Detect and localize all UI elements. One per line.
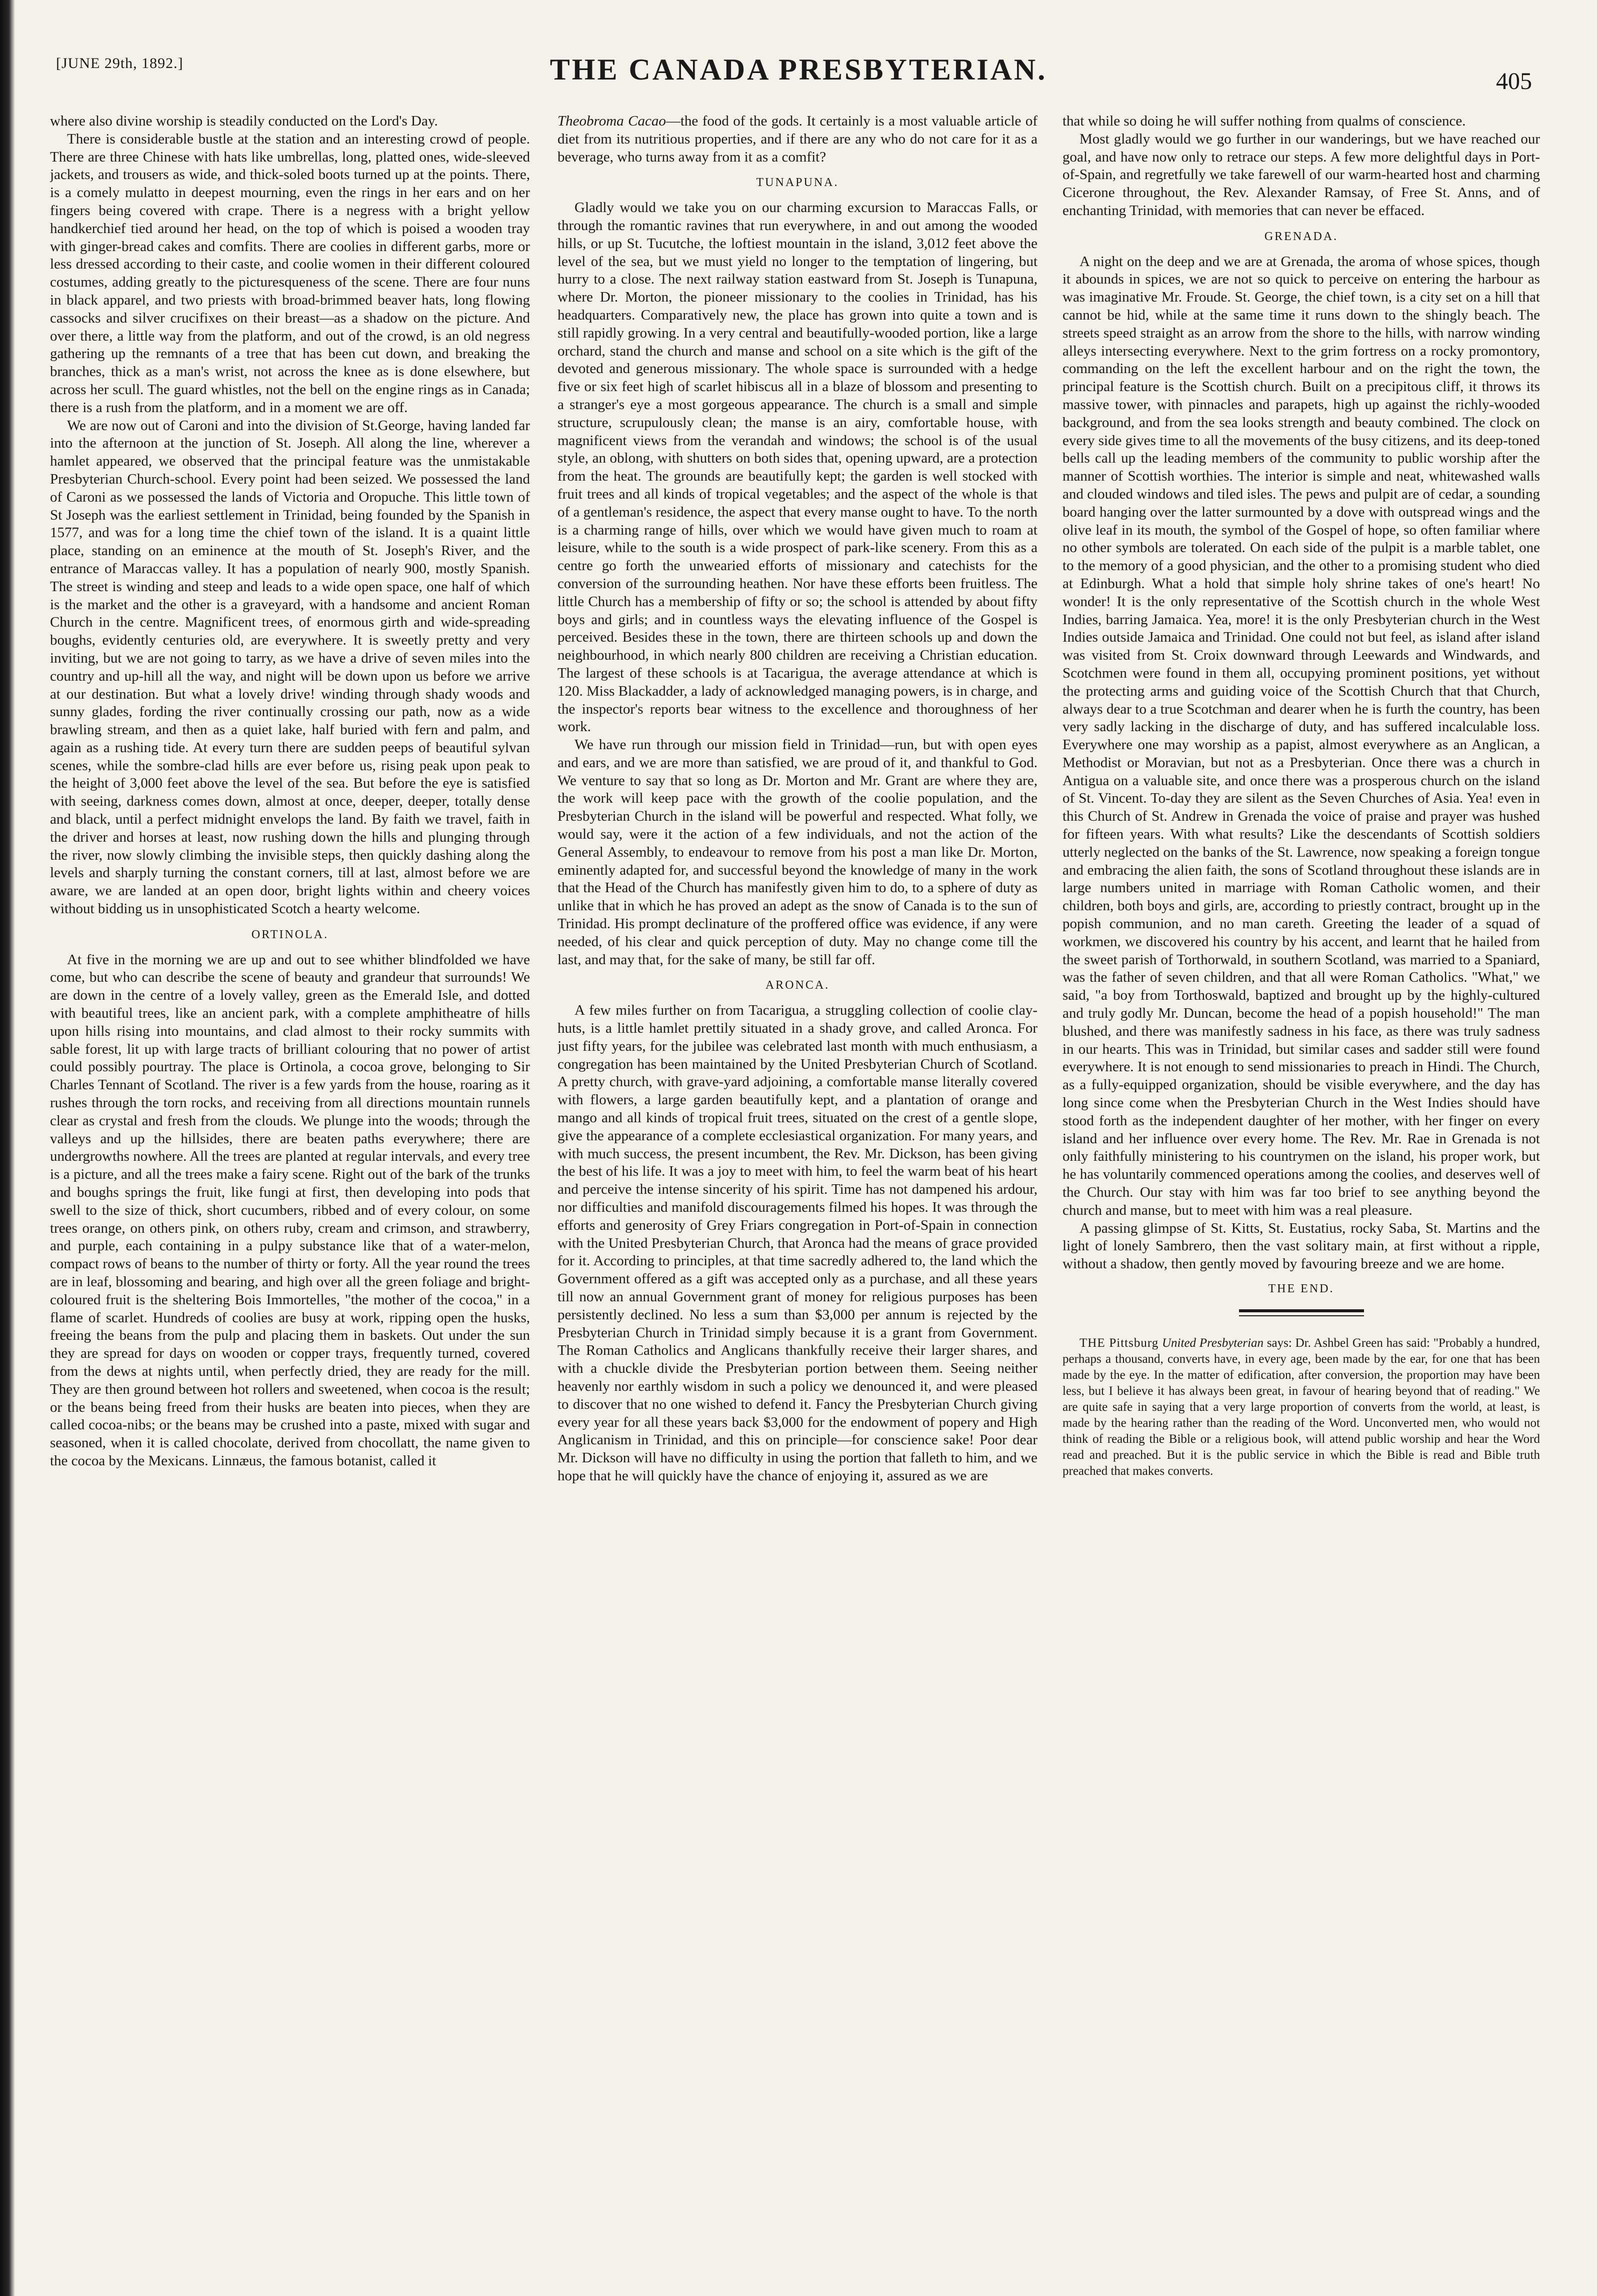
paragraph-text: says: Dr. Ashbel Green has said: "Probably a hundred, perhaps a thousand, converts have, in every age, been made by the ear, for one that has been made by the eye. In the matter of edification, after conversion, the proportion may have been less, but I believe it has always been great, in favour of hearing beyond that of reading." We are quite safe in saying that a very large proportion of converts from the world, at least, is made by the hearing rather than the reading of the Word. Unconverted men, who would not think of reading the Bible or a religious book, will attend public worship and hear the Word read and preached. But it is the public service in which the Bible is read and Bible truth preached that makes converts. (1062, 1336, 1540, 1478)
paragraph: Most gladly would we go further in our wanderings, but we have reached our goal, and have now only to retrace our steps. A few more delightful days in Port-of-Spain, and regretfully we take farewell of our warm-hearted host and charming Cicerone throughout, the Rev. Alexander Ramsay, of Free St. Anns, and of enchanting Trinidad, with memories that can never be effaced. (1062, 131, 1540, 219)
paragraph: A few miles further on from Tacarigua, a struggling collection of coolie clay-huts, is a little hamlet prettily situated in a shady grove, and called Aronca. For just fifty years, for the jubilee was celebrated last month with much enthusiasm, a congregation has been maintained by the United Presbyterian Church of Scotland. A pretty church, with grave-yard adjoining, a comfortable manse literally covered with flowers, a large garden beautifully kept, and a plantation of orange and mango and all kinds of tropical fruit trees, situated on the crest of a gentle slope, give the appearance of a complete ecclesiastical organization. For many years, and with much success, the present incumbent, the Rev. Mr. Dickson, has been giving the best of his life. It was a joy to meet with him, to feel the warm beat of his heart and perceive the intense sincerity of his spirit. Time has not dampened his ardour, nor difficulties and manifold discouragements filmed his hopes. It was through the efforts and generosity of Grey Friars congregation in Port-of-Spain in connection with the United Presbyterian Church, that Aronca had the means of grace provided for it. According to principles, at that time sacredly adhered to, the land which the Government offered as a gift was accepted only as a purchase, and all these years till now an annual Government grant of money for religious purposes has been persistently declined. No less a sum than $3,000 per annum is rejected by the Presbyterian Church in Trinidad simply because it is a grant from Government. The Roman Catholics and Anglicans thankfully receive their larger shares, and with a chuckle divide the Presbyterian portion between them. Seeing neither heavenly nor earthly wisdom in such a policy we denounced it, and were pleased to discover that no one wished to defend it. Fancy the Presbyterian Church giving every year for all these years back $3,000 for the endowment of popery and High Anglicanism in Trinidad, and this on principle—for conscience sake! Poor dear Mr. Dickson will have no difficulty in using the portion that falleth to him, and we hope that he will quickly have the chance of enjoying it, assured as we are (558, 1002, 1038, 1484)
paragraph: We have run through our mission field in Trinidad—run, but with open eyes and ears, and we are more than satisfied, we are proud of it, and thankful to God. We venture to say that so long as Dr. Morton and Mr. Grant are where they are, the work will keep pace with the growth of the coolie population, and the Presbyterian Church in the island will be powerful and respected. What folly, we would say, were it the action of a few individuals, and not the action of the General Assembly, to endeavour to remove from his post a man like Dr. Morton, eminently adapted for, and successful beyond the knowledge of many in the work that the Head of the Church has manifestly given him to do, to a sphere of duty as unlike that in which he has proved an adept as the snow of Canada is to the sun of Trinidad. His prompt declinature of the proffered office was evidence, if any were needed, of his clear and quick perception of duty. May no change come till the last, and may that, for the sake of many, be still far off. (558, 737, 1038, 968)
divider-thin (1239, 1315, 1364, 1316)
paragraph: There is considerable bustle at the station and an interesting crowd of people. There are three Chinese with hats like umbrellas, long, platted ones, wide-sleeved jackets, and trousers as wide, and thick-soled boots turned up at the points. There, is a comely mulatto in deepest mourning, even the rings in her ears and on her fingers being covered with crape. There is a negress with a bright yellow handkerchief tied around her head, on the top of which is poised a wooden tray with ginger-bread cakes and comfits. There are coolies in different garbs, more or less dressed according to their caste, and coolie women in their different coloured costumes, adding greatly to the picturesqueness of the scene. There are four nuns in black apparel, and two priests with broad-brimmed beaver hats, long flowing cassocks and silver crucifixes on their breast—as a shadow on the picture. And over there, a little way from the platform, and out of the crowd, is an old negress gathering up the remnants of a tree that has been cut down, and breaking the branches, thick as a man's wrist, not across the knee as is done elsewhere, but across her scull. The guard whistles, not the bell on the engine rings as in Canada; there is a rush from the platform, and in a moment we are off. (50, 131, 530, 416)
column-2 (558, 113, 1038, 2233)
section-heading-ortinola: ORTINOLA. (251, 928, 329, 941)
paragraph (558, 113, 1038, 166)
section-heading-tunapuna: TUNAPUNA. (756, 176, 839, 190)
paragraph: where also divine worship is steadily conducted on the Lord's Day. (50, 113, 438, 129)
italic-term: Theobroma Cacao (558, 113, 666, 129)
binding-edge (0, 0, 15, 2296)
divider-thick (1239, 1309, 1364, 1312)
issue-date: [JUNE 29th, 1892.] (56, 55, 184, 72)
section-heading-grenada: GRENADA. (1264, 230, 1338, 243)
note-lead: THE Pittsburg (1080, 1336, 1159, 1350)
the-end-label: THE END. (1268, 1282, 1334, 1295)
masthead-title: THE CANADA PRESBYTERIAN. (550, 53, 1048, 86)
paragraph: A passing glimpse of St. Kitts, St. Eustatius, rocky Saba, St. Martins and the light of lonely Sambrero, then the vast solitary main, at first without a ripple, without a shadow, then gently moved by favouring breeze and we are home. (1062, 1220, 1540, 1272)
paragraph-text: —the food of the gods. It certainly is a most valuable article of diet from its nutritious properties, and if there are any who do not care for it as a beverage, who turns away from it as a comfit? (558, 113, 1038, 165)
paragraph: We are now out of Caroni and into the division of St.George, having landed far into the afternoon at the junction of St. Joseph. All along the line, wherever a hamlet appeared, we observed that the principal feature was the unmistakable Presbyterian Church-school. Every point had been seized. We possessed the land of Caroni as we possessed the lands of Victoria and Oropuche. This little town of St Joseph was the earliest settlement in Trinidad, being founded by the Spanish in 1577, and was for a long time the chief town of the island. It is a quaint little place, standing on an eminence at the mouth of St. Joseph's River, and the entrance of Maraccas valley. It has a population of nearly 900, mostly Spanish. The street is winding and steep and leads to a wide open space, one half of which is the market and the other is a graveyard, with a handsome and ancient Roman Church in the centre. Magnificent trees, of enormous girth and wide-spreading boughs, evidently centuries old, are everywhere. It is sweetly pretty and very inviting, but we are not going to tarry, as we have a drive of seven miles into the country and up-hill all the way, and night will be down upon us before we arrive at our destination. But what a lovely drive! winding through shady woods and sunny glades, fording the river continually crossing our path, now as a wide brawling stream, and then as a quiet lake, half buried with fern and palm, and again as a rushing tide. At every turn there are sudden peeps of beautiful sylvan scenes, while the sombre-clad hills are ever before us, rising peak upon peak to the height of 3,000 feet above the level of the sea. But before the eye is satisfied with seeing, darkness comes down, almost at once, deeper, deeper, totally dense and black, until a perfect midnight envelops the land. By faith we travel, faith in the driver and horses at least, now rushing down the hills and plunging through the river, now slowly climbing the invisible steps, then quickly dashing along the levels and sharply turning the constant corners, till at last, almost before we are aware, we are landed at an open door, bright lights within and cheery voices without bidding us in unsophisticated Scotch a hearty welcome. (50, 417, 530, 917)
paragraph: At five in the morning we are up and out to see whither blindfolded we have come, but who can describe the scene of beauty and grandeur that surrounds! We are down in the centre of a lovely valley, green as the Emerald Isle, and dotted with beautiful trees, like an ancient park, with a complete amphitheatre of hills upon hills rising into mountains, and clad almost to their rocky summits with sable forest, lit up with large tracts of brilliant colouring that no power of artist could possibly pourtray. The place is Ortinola, a cocoa grove, belonging to Sir Charles Tennant of Scotland. The river is a few yards from the house, roaring as it rushes through the torn rocks, and receiving from all directions mountain runnels clear as crystal and fresh from the clouds. We plunge into the woods; through the valleys and up the hillsides, there are beaten paths everywhere; there are undergrowths nowhere. All the trees are planted at regular intervals, and every tree is a picture, and all the trees make a fairy scene. Right out of the bark of the trunks and boughs springs the fruit, like fungi at first, then developing into pods that swell to the size of thick, short cucumbers, ribbed and of every colour, on some trees orange, on others pink, on others ruby, cream and crimson, and strawberry, and purple, each containing in a pulpy substance like that of a water-melon, compact rows of beans to the number of thirty or forty. All the year round the trees are in leaf, blossoming and bearing, and high over all the green foliage and bright-coloured fruit is the sheltering Bois Immortelles, "the mother of the cocoa," in a flame of scarlet. Hundreds of coolies are busy at work, ripping open the husks, freeing the beans from the pulp and placing them in baskets. Out under the sun they are spread for days on wooden or copper trays, frequently turned, covered from the dews at nights until, when perfectly dried, they are ready for the mill. They are then ground between hot rollers and sweetened, when cocoa is the result; or the beans being freed from their husks are beaten into pieces, when they are called cocoa-nibs; or the beans may be crushed into a paste, mixed with sugar and seasoned, when it is called chocolate, derived from chocollatt, the name given to the cocoa by the Mexicans. Linnæus, the famous botanist, called it (50, 951, 530, 1469)
italic-title: United Presbyterian (1162, 1336, 1264, 1350)
column-3 (1062, 113, 1540, 2233)
paragraph: Gladly would we take you on our charming excursion to Maraccas Falls, or through the romantic ravines that run everywhere, in and out among the wooded hills, or up St. Tucutche, the loftiest mountain in the island, 3,012 feet above the level of the sea, but we must yield no longer to the temptation of lingering, but hurry to a close. The next railway station eastward from St. Joseph is Tunapuna, where Dr. Morton, the pioneer missionary to the coolies in Trinidad, has his headquarters. Comparatively new, the place has grown into quite a town and is still rapidly growing. In a very central and beautifully-wooded portion, like a large orchard, stand the church and manse and school on a site which is the gift of the devoted and generous missionary. The whole space is surrounded with a hedge five or six feet high of scarlet hibiscus all in a blaze of blossom and presenting to a stranger's eye a most gorgeous appearance. The church is a small and simple structure, scrupulously clean; the manse is an airy, comfortable house, with magnificent views from the verandah and windows; the school is of the usual style, an oblong, with shutters on both sides that, opening upward, are a protection from the heat. The grounds are beautifully kept; the garden is well stocked with fruit trees and all kinds of tropical vegetables; and the aspect of the whole is that of a gentleman's residence, the aspect that every manse ought to have. To the north is a charming range of hills, over which we would have given much to roam at leisure, while to the south is a wide prospect of park-like scenery. From this as a centre go forth the unwearied efforts of missionary and catechists for the conversion of the surrounding heathen. Nor have these efforts been fruitless. The little Church has a membership of fifty or so; the school is attended by about fifty boys and girls; and in countless ways the elevating influence of the Gospel is perceived. Besides these in the town, there are thirteen schools up and down the neighbourhood, in which nearly 800 children are receiving a Christian education. The largest of these schools is at Tacarigua, the average attendance at which is 120. Miss Blackadder, a lady of acknowledged managing powers, is in charge, and the inspector's reports bear witness to the excellence and thoroughness of her work. (558, 200, 1038, 735)
page-number: 405 (1496, 68, 1532, 95)
paragraph: A night on the deep and we are at Grenada, the aroma of whose spices, though it abounds in spices, we are not so quick to perceive on entering the harbour as was imaginative Mr. Froude. St. George, the chief town, is a city set on a hill that cannot be hid, while at the same time it runs down to the shingly beach. The streets speed straight as an arrow from the shore to the hills, with narrow winding alleys intersecting everywhere. Next to the grim fortress on a rocky promontory, commanding on the left the excellent harbour and on the right the town, the principal feature is the Scottish church. Built on a precipitous cliff, it throws its massive tower, with pinnacles and parapets, high up against the richly-wooded background, and from the sea looks strength and beauty combined. The clock on every side gives time to all the movements of the busy citizens, and its deep-toned bells call up the leading members of the community to public worship after the manner of Scottish worthies. The interior is simple and neat, whitewashed walls and clouded windows and tiled isles. The pews and pulpit are of cedar, a sounding board hanging over the latter surmounted by a dove with outspread wings and the olive leaf in its mouth, the symbol of the Gospel of hope, so often familiar where no other symbols are tolerated. On each side of the pulpit is a marble tablet, one to the memory of a good physician, and the other to a promising student who died at Edinburgh. What a hold that simple holy shrine takes of one's heart! No wonder! It is the only representative of the Scottish church in the whole West Indies, barring Jamaica. Yea, more! it is the only Presbyterian church in the West Indies outside Jamaica and Trinidad. One could not but feel, as island after island was visited from St. Croix downward through Leewards and Windwards, and Scotchmen were found in them all, occupying prominent positions, yet without the protecting arms and guiding voice of the Scottish Church that that Church, always dear to a true Scotchman and dearer when he is furth the country, has been very sadly lacking in the discharge of duty, and has suffered incalculable loss. Everywhere one may worship as a papist, almost everywhere as an Anglican, a Methodist or Moravian, but not as a Presbyterian. Once there was a church in Antigua on a valuable site, and once there was a prosperous church on the island of St. Vincent. To-day they are silent as the Seven Churches of Asia. Yea! even in this Church of St. Andrew in Grenada the voice of praise and prayer was hushed for fifteen years. With what results? Like the descendants of Scottish soldiers utterly neglected on the banks of the St. Lawrence, now speaking a foreign tongue and embracing the alien faith, the sons of Scotland throughout these islands are in large numbers united in marriage with Roman Catholic women, and their children, both boys and girls, are, according to priestly contract, brought up in the popish communion, and no man careth. Greeting the leader of a squad of workmen, we discovered his country by his accent, and learnt that he hailed from the sweet parish of Torthorwald, in southern Scotland, was married to a Spaniard, was the father of seven children, and that all were Roman Catholics. "What," we said, "a boy from Torthoswald, baptized and brought up by the highly-cultured and truly godly Mr. Duncan, become the head of a popish household!" The man blushed, and there was manifestly sadness in his face, as there was truly sadness in our hearts. This was in Trinidad, but similar cases and sadder still were found everywhere. It is not enough to send missionaries to preach in Hindi. The Church, as a fully-equipped organization, should be visible everywhere, and the day has long since come when the Presbyterian Church in the West Indies should have stood forth as the independent daughter of her mother, with her finger on every island and her influence over every home. The Rev. Mr. Rae in Grenada is not only faithfully ministering to his countrymen on the island, his proper work, but he has voluntarily commenced operations among the coolies, and deserves well of the Church. Our stay with him was far too brief to see anything beyond the church and manse, but to meet with him was a real pleasure. (1062, 253, 1540, 1218)
column-1 (50, 113, 530, 2233)
paragraph (1062, 1335, 1540, 1479)
section-heading-aronca: ARONCA. (765, 979, 830, 992)
note-block (1062, 1335, 1540, 1479)
paragraph: that while so doing he will suffer nothing from qualms of conscience. (1062, 113, 1466, 129)
